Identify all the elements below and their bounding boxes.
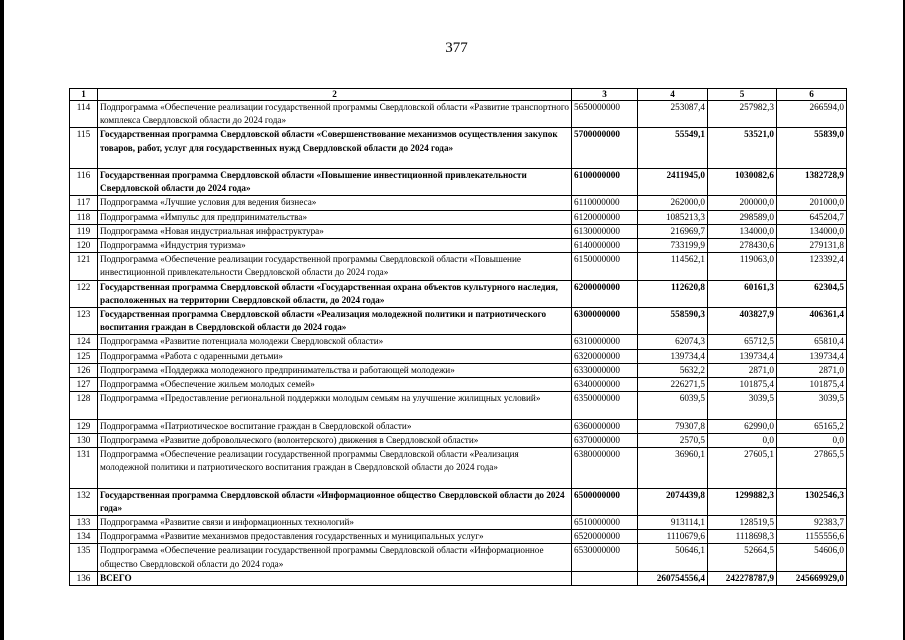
row-number: 122 (70, 280, 98, 307)
row-name: Подпрограмма «Импульс для предпринимательства» (98, 210, 572, 224)
row-value-col6: 65810,4 (777, 335, 847, 349)
row-value-col5: 200000,0 (708, 196, 777, 210)
row-code: 6130000000 (572, 224, 638, 238)
row-value-col6: 27865,5 (777, 448, 847, 489)
row-value-col4: 55549,1 (638, 128, 708, 169)
row-number: 133 (70, 516, 98, 530)
row-value-col4: 79307,8 (638, 419, 708, 433)
row-value-col4: 733199,9 (638, 239, 708, 253)
row-value-col4: 2411945,0 (638, 169, 708, 196)
row-value-col4: 139734,4 (638, 349, 708, 363)
table-row (70, 516, 847, 530)
row-value-col4: 216969,7 (638, 224, 708, 238)
table-row (70, 308, 847, 335)
row-value-col6: 3039,5 (777, 392, 847, 419)
row-value-col5: 53521,0 (708, 128, 777, 169)
row-number: 129 (70, 419, 98, 433)
table-row (70, 280, 847, 307)
column-header: 3 (572, 89, 638, 101)
column-header: 1 (70, 89, 98, 101)
row-name: Подпрограмма «Развитие связи и информационных технологий» (98, 516, 572, 530)
row-value-col6: 62304,5 (777, 280, 847, 307)
row-name: Подпрограмма «Развитие добровольческого (волонтерского) движения в Свердловской области» (98, 433, 572, 447)
row-number: 134 (70, 530, 98, 544)
row-name: Государственная программа Свердловской области «Повышение инвестиционной привлекательности Свердловской области до 2024 года» (98, 169, 572, 196)
table-row (70, 378, 847, 392)
row-code: 6140000000 (572, 239, 638, 253)
row-value-col5: 65712,5 (708, 335, 777, 349)
row-number: 131 (70, 448, 98, 489)
row-number: 136 (70, 571, 98, 585)
row-value-col5: 1299882,3 (708, 488, 777, 515)
row-value-col6: 1155556,6 (777, 530, 847, 544)
row-value-col4: 913114,1 (638, 516, 708, 530)
row-value-col6: 139734,4 (777, 349, 847, 363)
row-code: 6520000000 (572, 530, 638, 544)
table-row (70, 335, 847, 349)
table-row (70, 544, 847, 571)
column-header: 2 (98, 89, 572, 101)
row-value-col5: 27605,1 (708, 448, 777, 489)
row-name: Государственная программа Свердловской области «Совершенствование механизмов осуществления закупок товаров, работ, услуг для государственных нужд Свердловской области до 2024 года» (98, 128, 572, 169)
row-value-col6: 55839,0 (777, 128, 847, 169)
row-value-col6: 2871,0 (777, 363, 847, 377)
row-value-col6: 54606,0 (777, 544, 847, 571)
row-name: Подпрограмма «Обеспечение реализации государственной программы Свердловской области «Развитие транспортного комплекса Свердловской области до 2024 года» (98, 101, 572, 128)
row-value-col5: 139734,4 (708, 349, 777, 363)
row-value-col6: 134000,0 (777, 224, 847, 238)
table-row (70, 349, 847, 363)
row-number: 135 (70, 544, 98, 571)
row-value-col4: 558590,3 (638, 308, 708, 335)
table-row (70, 530, 847, 544)
page-number: 377 (445, 40, 468, 56)
row-value-col6: 201000,0 (777, 196, 847, 210)
row-code: 6320000000 (572, 349, 638, 363)
row-number: 124 (70, 335, 98, 349)
row-name: Государственная программа Свердловской области «Информационное общество Свердловской области до 2024 года» (98, 488, 572, 515)
table-row (70, 224, 847, 238)
row-code: 6340000000 (572, 378, 638, 392)
table-header-row (70, 89, 847, 101)
row-name: Подпрограмма «Новая индустриальная инфраструктура» (98, 224, 572, 238)
row-value-col6: 245669929,0 (777, 571, 847, 585)
row-value-col6: 1302546,3 (777, 488, 847, 515)
row-value-col4: 260754556,4 (638, 571, 708, 585)
row-code: 6330000000 (572, 363, 638, 377)
row-code: 6360000000 (572, 419, 638, 433)
row-number: 119 (70, 224, 98, 238)
row-value-col4: 262000,0 (638, 196, 708, 210)
row-value-col6: 406361,4 (777, 308, 847, 335)
row-name: Подпрограмма «Развитие механизмов предоставления государственных и муниципальных услуг» (98, 530, 572, 544)
row-value-col6: 266594,0 (777, 101, 847, 128)
row-value-col4: 50646,1 (638, 544, 708, 571)
table-body (70, 101, 847, 586)
row-code: 6120000000 (572, 210, 638, 224)
row-number: 123 (70, 308, 98, 335)
row-name: Подпрограмма «Поддержка молодежного предпринимательства и работающей молодежи» (98, 363, 572, 377)
row-code: 6530000000 (572, 544, 638, 571)
row-number: 114 (70, 101, 98, 128)
row-code: 5700000000 (572, 128, 638, 169)
row-value-col5: 0,0 (708, 433, 777, 447)
row-value-col5: 403827,9 (708, 308, 777, 335)
row-value-col4: 1085213,3 (638, 210, 708, 224)
row-code: 6300000000 (572, 308, 638, 335)
row-name: ВСЕГО (98, 571, 572, 585)
row-value-col4: 2570,5 (638, 433, 708, 447)
row-code (572, 571, 638, 585)
row-number: 132 (70, 488, 98, 515)
row-number: 121 (70, 253, 98, 280)
table-row (70, 571, 847, 585)
row-value-col4: 226271,5 (638, 378, 708, 392)
row-value-col6: 123392,4 (777, 253, 847, 280)
table-row (70, 239, 847, 253)
row-value-col4: 36960,1 (638, 448, 708, 489)
row-code: 6150000000 (572, 253, 638, 280)
row-number: 117 (70, 196, 98, 210)
row-number: 118 (70, 210, 98, 224)
table-row (70, 101, 847, 128)
row-code: 5650000000 (572, 101, 638, 128)
row-value-col5: 62990,0 (708, 419, 777, 433)
row-value-col4: 5632,2 (638, 363, 708, 377)
row-value-col4: 2074439,8 (638, 488, 708, 515)
column-header: 6 (777, 89, 847, 101)
row-number: 127 (70, 378, 98, 392)
row-name: Государственная программа Свердловской области «Реализация молодежной политики и патриотического воспитания граждан в Свердловской области до 2024 года» (98, 308, 572, 335)
row-value-col5: 60161,3 (708, 280, 777, 307)
row-value-col4: 62074,3 (638, 335, 708, 349)
row-value-col5: 134000,0 (708, 224, 777, 238)
row-name: Подпрограмма «Лучшие условия для ведения бизнеса» (98, 196, 572, 210)
row-value-col6: 101875,4 (777, 378, 847, 392)
row-number: 130 (70, 433, 98, 447)
row-code: 6100000000 (572, 169, 638, 196)
row-value-col5: 101875,4 (708, 378, 777, 392)
row-value-col4: 114562,1 (638, 253, 708, 280)
row-name: Государственная программа Свердловской области «Государственная охрана объектов культурного наследия, расположенных на территории Свердловской области, до 2024 года» (98, 280, 572, 307)
table-row (70, 210, 847, 224)
row-value-col5: 278430,6 (708, 239, 777, 253)
row-name: Подпрограмма «Обеспечение реализации государственной программы Свердловской области «Реализация молодежной политики и патриотического воспитания граждан в Свердловской области до 2024 года» (98, 448, 572, 489)
row-value-col4: 6039,5 (638, 392, 708, 419)
row-value-col6: 0,0 (777, 433, 847, 447)
row-value-col4: 1110679,6 (638, 530, 708, 544)
table-row (70, 448, 847, 489)
row-code: 6500000000 (572, 488, 638, 515)
row-name: Подпрограмма «Индустрия туризма» (98, 239, 572, 253)
table-row (70, 433, 847, 447)
row-number: 125 (70, 349, 98, 363)
table-row (70, 169, 847, 196)
column-header: 5 (708, 89, 777, 101)
row-name: Подпрограмма «Развитие потенциала молодежи Свердловской области» (98, 335, 572, 349)
row-name: Подпрограмма «Обеспечение жильем молодых семей» (98, 378, 572, 392)
table-row (70, 196, 847, 210)
row-value-col6: 279131,8 (777, 239, 847, 253)
row-number: 116 (70, 169, 98, 196)
row-name: Подпрограмма «Обеспечение реализации государственной программы Свердловской области «Информационное общество Свердловской области до 2024 года» (98, 544, 572, 571)
row-code: 6510000000 (572, 516, 638, 530)
table-row (70, 128, 847, 169)
row-value-col5: 128519,5 (708, 516, 777, 530)
row-value-col5: 1118698,3 (708, 530, 777, 544)
row-value-col6: 1382728,9 (777, 169, 847, 196)
row-name: Подпрограмма «Патриотическое воспитание граждан в Свердловской области» (98, 419, 572, 433)
row-number: 126 (70, 363, 98, 377)
row-value-col5: 298589,0 (708, 210, 777, 224)
row-code: 6350000000 (572, 392, 638, 419)
row-value-col6: 92383,7 (777, 516, 847, 530)
row-value-col5: 2871,0 (708, 363, 777, 377)
row-value-col5: 242278787,9 (708, 571, 777, 585)
budget-table (69, 88, 847, 586)
row-code: 6200000000 (572, 280, 638, 307)
row-name: Подпрограмма «Предоставление региональной поддержки молодым семьям на улучшение жилищных условий» (98, 392, 572, 419)
row-value-col4: 112620,8 (638, 280, 708, 307)
row-value-col5: 257982,3 (708, 101, 777, 128)
row-code: 6370000000 (572, 433, 638, 447)
row-value-col5: 52664,5 (708, 544, 777, 571)
table-row (70, 253, 847, 280)
row-value-col5: 3039,5 (708, 392, 777, 419)
row-value-col5: 119063,0 (708, 253, 777, 280)
row-number: 115 (70, 128, 98, 169)
row-code: 6310000000 (572, 335, 638, 349)
row-value-col5: 1030082,6 (708, 169, 777, 196)
table-row (70, 392, 847, 419)
table-row (70, 419, 847, 433)
row-value-col4: 253087,4 (638, 101, 708, 128)
row-code: 6380000000 (572, 448, 638, 489)
row-number: 128 (70, 392, 98, 419)
table-row (70, 363, 847, 377)
table-row (70, 488, 847, 515)
row-name: Подпрограмма «Работа с одаренными детьми» (98, 349, 572, 363)
row-number: 120 (70, 239, 98, 253)
row-code: 6110000000 (572, 196, 638, 210)
row-name: Подпрограмма «Обеспечение реализации государственной программы Свердловской области «Повышение инвестиционной привлекательности Свердловской области до 2024 года» (98, 253, 572, 280)
row-value-col6: 65165,2 (777, 419, 847, 433)
row-value-col6: 645204,7 (777, 210, 847, 224)
column-header: 4 (638, 89, 708, 101)
